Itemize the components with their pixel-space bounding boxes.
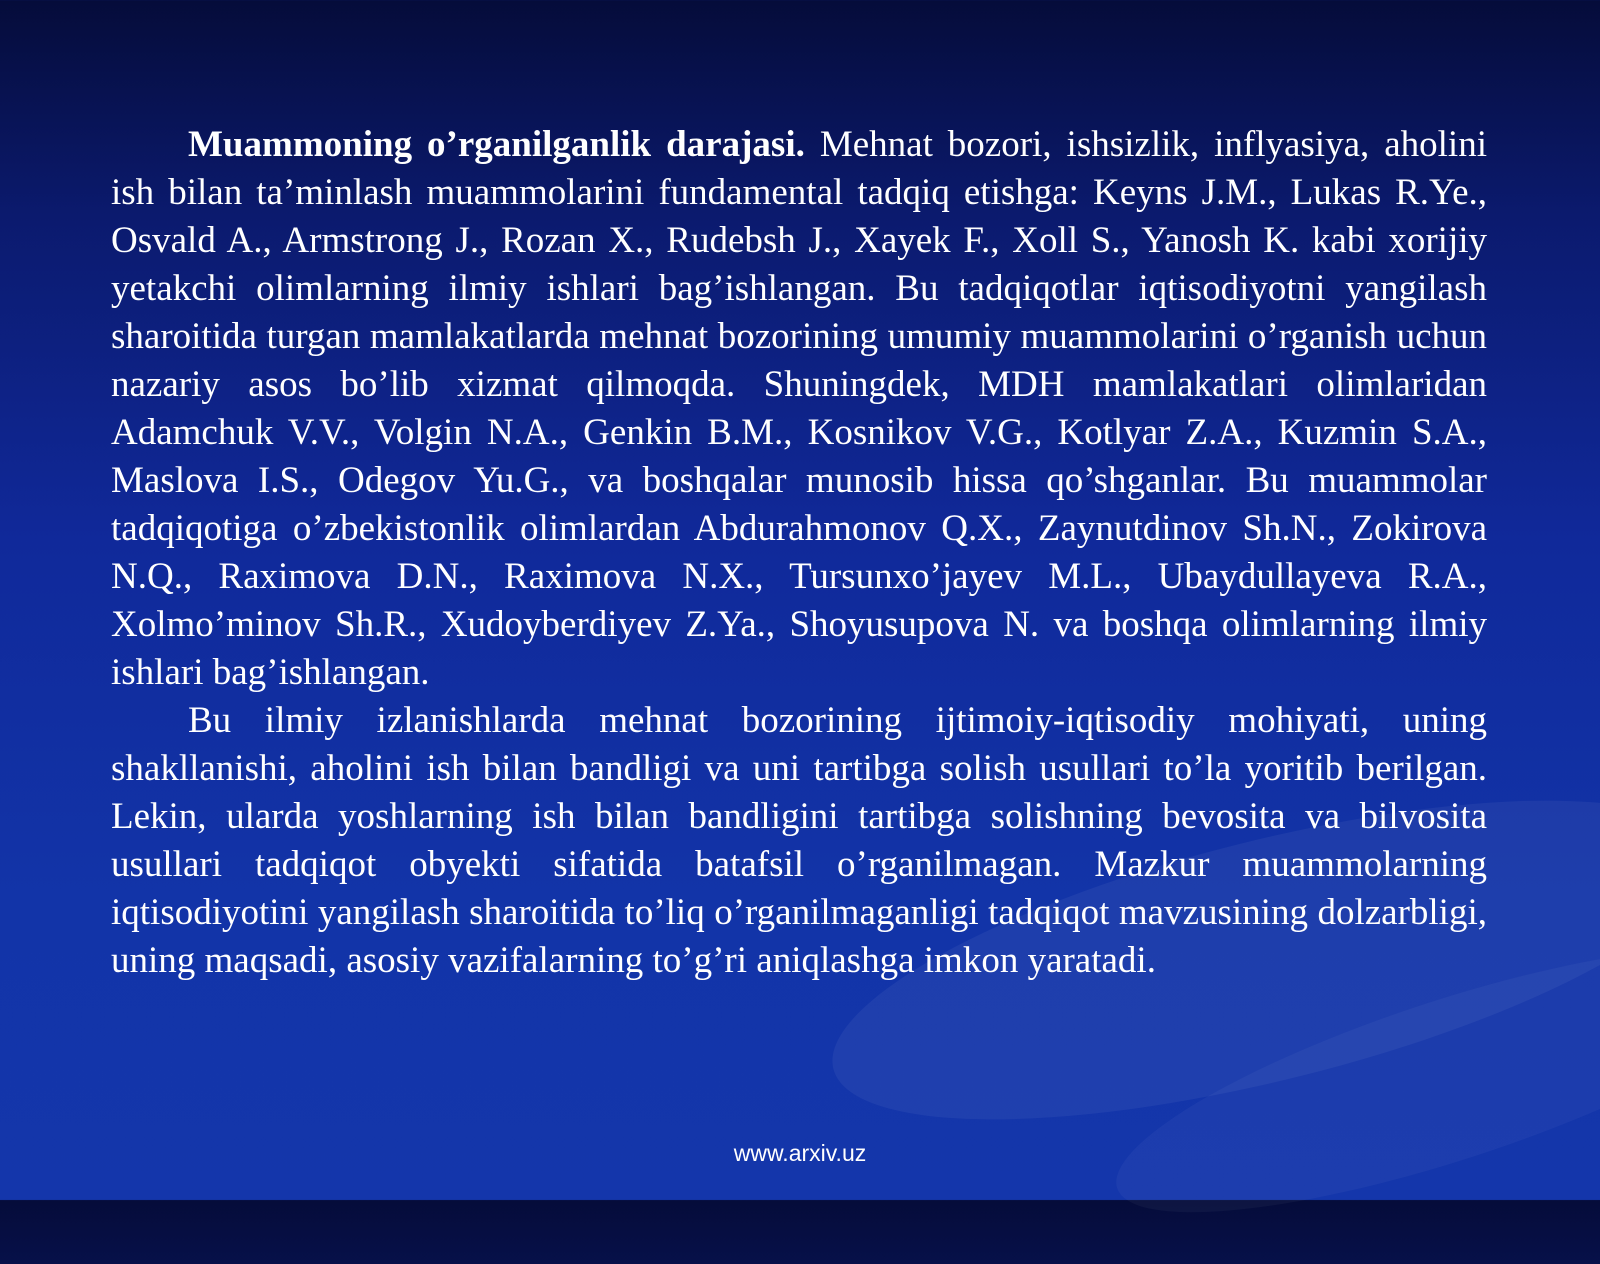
paragraph-lead-heading: Muammoning o’rganilganlik darajasi.	[188, 124, 805, 165]
paragraph-study-level-text: Mehnat bozori, ishsizlik, inflyasiya, aholini ish bilan ta’minlash muammolarini fundamental tadqiq etishga: Keyns J.M., Lukas R.Ye., Osvald A., Armstrong J., Rozan X., Rudebsh J., Xayek F., Xoll S., Yanosh K. kabi xorijiy yetakchi olimlarning ilmiy ishlari bag’ishlangan. Bu tadqiqotlar iqtisodiyotni yangilash sharoitida turgan mamlakatlarda mehnat bozorining umumiy muammolarini o’rganish uchun nazariy asos bo’lib xizmat qilmoqda. Shuningdek, MDH mamlakatlari olimlaridan Adamchuk V.V., Volgin N.A., Genkin B.M., Kosnikov V.G., Kotlyar Z.A., Kuzmin S.A., Maslova I.S., Odegov Yu.G., va boshqalar munosib hissa qo’shganlar. Bu muammolar tadqiqotiga o’zbekistonlik olimlardan Abdurahmonov Q.X., Zaynutdinov Sh.N., Zokirova N.Q., Raximova D.N., Raximova N.X., Tursunxo’jayev M.L., Ubaydullayeva R.A., Xolmo’minov Sh.R., Xudoyberdiyev Z.Ya., Shoyusupova N. va boshqa olimlarning ilmiy ishlari bag’ishlangan.	[111, 124, 1487, 693]
slide-text-body	[111, 121, 1487, 985]
paragraph-study-level	[111, 121, 1487, 697]
footer-website: www.arxiv.uz	[733, 1140, 867, 1166]
paragraph-research-gap: Bu ilmiy izlanishlarda mehnat bozorining ijtimoiy-iqtisodiy mohiyati, uning shakllanishi, aholini ish bilan bandligi va uni tartibga solish usullari to’la yoritib berilgan. Lekin, ularda yoshlarning ish bilan bandligini tartibga solishning bevosita va bilvosita usullari tadqiqot obyekti sifatida batafsil o’rganilmagan. Mazkur muammolarning iqtisodiyotini yangilash sharoitida to’liq o’rganilmaganligi tadqiqot mavzusining dolzarbligi, uning maqsadi, asosiy vazifalarning to’g’ri aniqlashga imkon yaratadi.	[111, 700, 1487, 981]
